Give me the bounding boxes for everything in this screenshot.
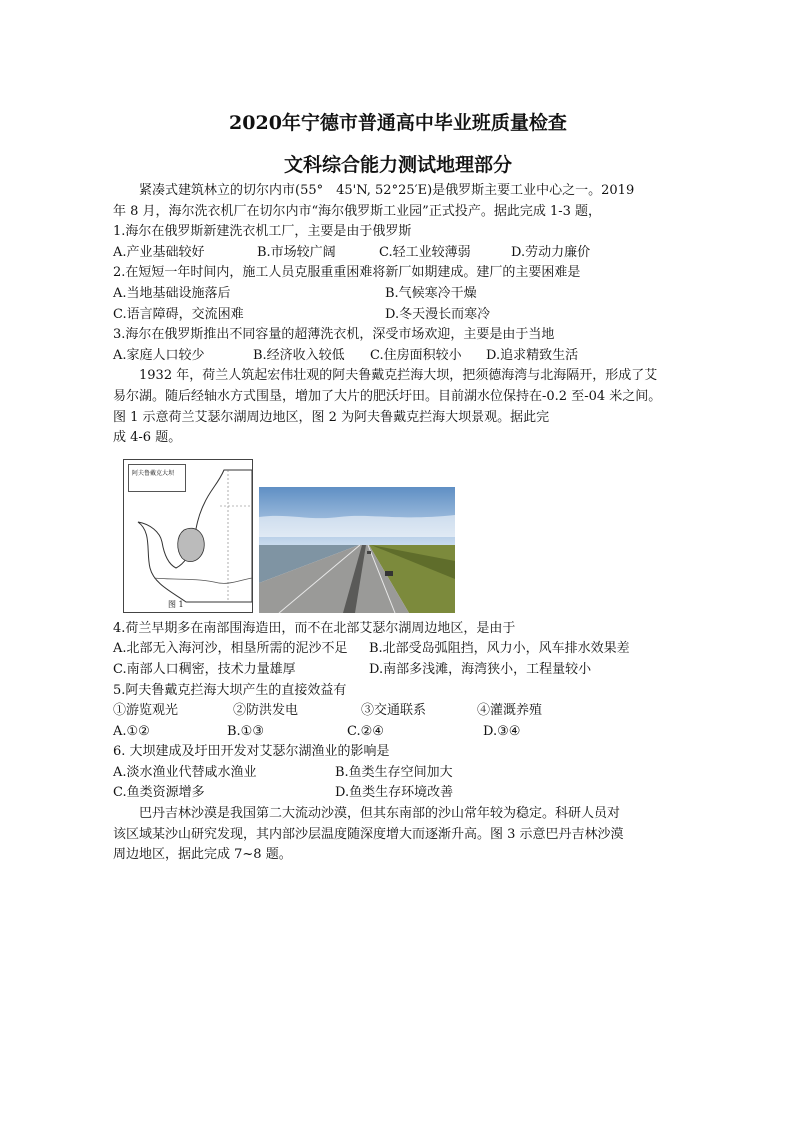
question-5-options	[113, 722, 683, 743]
passage-2-line-4: 成 4-6 题。	[113, 430, 182, 446]
question-6-option-b: B.鱼类生存空间加大	[335, 764, 453, 780]
question-4-option-a: A.北部无入海河沙，相垦所需的泥沙不足	[113, 641, 348, 657]
question-5-items	[113, 701, 683, 722]
passage-2-line-2: 易尔湖。随后经轴水方式围垦，增加了大片的肥沃圩田。目前湖水位保持在-0.2 至-04 米之间。	[113, 388, 662, 404]
question-5-stem: 5.阿夫鲁戴克拦海大坝产生的直接效益有	[113, 682, 347, 698]
question-6-options-row-2	[113, 783, 683, 804]
question-4-option-b: B.北部受岛弧阻挡，风力小，风车排水效果差	[369, 641, 630, 657]
passage-3-line-2: 该区域某沙山研究发现，其内部沙层温度随深度增大而逐渐升高。图 3 示意巴丹吉林沙漠	[113, 826, 624, 842]
question-2-stem: 2.在短短一年时间内，施工人员克服重重困难将新厂如期建成。建厂的主要困难是	[113, 265, 581, 281]
question-2-option-a: A.当地基础设施落后	[113, 285, 231, 301]
figure-2-photo-dam-highway	[259, 487, 455, 613]
passage-2-line-1: 1932 年，荷兰人筑起宏伟壮观的阿夫鲁戴克拦海大坝，把须德海湾与北海隔开，形成了艾	[139, 368, 658, 384]
question-5-option-c: C.②④	[347, 723, 384, 739]
passage-1-line-1: 紧凑式建筑林立的切尔内市(55° 45'N, 52°25′E)是俄罗斯主要工业中心之一。2019	[139, 183, 635, 198]
passage-3-line-3: 周边地区，据此完成 7~8 题。	[113, 847, 292, 863]
map-legend	[128, 464, 186, 492]
passage-1-line-2: 年 8 月，海尔洗衣机厂在切尔内市“海尔俄罗斯工业园”正式投产。据此完成 1-3 题，	[113, 203, 602, 219]
question-3-option-b: B.经济收入较低	[253, 347, 345, 363]
question-4-options-row-2	[113, 660, 683, 681]
question-3-stem: 3.海尔在俄罗斯推出不同容量的超薄洗衣机，深受市场欢迎，主要是由于当地	[113, 327, 555, 343]
question-6-option-d: D.鱼类生存环境改善	[335, 785, 454, 801]
question-2-options-row-1	[113, 284, 683, 305]
figures-row	[123, 455, 683, 613]
question-6-options-row-1	[113, 763, 683, 784]
question-4-option-d: D.南部多浅滩，海湾狭小，工程量较小	[369, 661, 592, 677]
figure-1-caption: 图 1	[168, 599, 184, 609]
question-2-options-row-2	[113, 305, 683, 326]
exam-page	[113, 100, 683, 866]
question-6-option-a: A.淡水渔业代替咸水渔业	[113, 764, 257, 780]
question-3-option-c: C.住房面积较小	[370, 347, 462, 363]
question-5-item-2: ②防洪发电	[233, 703, 299, 719]
question-5-item-4: ④灌溉养殖	[477, 703, 543, 719]
question-4-stem: 4.荷兰早期多在南部围海造田，而不在北部艾瑟尔湖周边地区，是由于	[113, 620, 516, 636]
question-5-option-b: B.①③	[227, 723, 264, 739]
question-2-option-c: C.语言障碍，交流困难	[113, 306, 244, 322]
question-1-options	[113, 243, 683, 264]
question-4-options-row-1	[113, 639, 683, 660]
page-title: 2020年宁德市普通高中毕业班质量检查	[229, 112, 567, 134]
photo-drawing	[259, 487, 455, 613]
passage-3-line-1: 巴丹吉林沙漠是我国第二大流动沙漠，但其东南部的沙山常年较为稳定。科研人员对	[139, 806, 621, 822]
question-5-option-d: D.③④	[483, 723, 521, 739]
question-1-option-b: B.市场较广阔	[257, 244, 336, 260]
question-6-option-c: C.鱼类资源增多	[113, 785, 205, 801]
question-4-option-c: C.南部人口稠密，技术力量雄厚	[113, 661, 296, 677]
question-3-options	[113, 346, 683, 367]
question-3-option-a: A.家庭人口较少	[113, 347, 205, 363]
question-1-option-c: C.轻工业较薄弱	[379, 244, 471, 260]
question-1-option-a: A.产业基础较好	[113, 244, 205, 260]
figure-1-map	[123, 459, 253, 613]
passage-2-line-3: 图 1 示意荷兰艾瑟尔湖周边地区，图 2 为阿夫鲁戴克拦海大坝景观。据此完	[113, 409, 550, 425]
question-5-item-1: ①游览观光	[113, 703, 179, 719]
question-2-option-b: B.气候寒冷干燥	[385, 285, 477, 301]
question-1-stem: 1.海尔在俄罗斯新建洗衣机工厂，主要是由于俄罗斯	[113, 224, 412, 240]
page-subtitle: 文科综合能力测试地理部分	[283, 154, 512, 176]
map-legend-label: 阿夫鲁戴克大坝	[132, 469, 175, 477]
question-2-option-d: D.冬天漫长而寒冷	[385, 306, 491, 322]
question-1-option-d: D.劳动力廉价	[511, 244, 591, 260]
question-5-item-3: ③交通联系	[361, 703, 427, 719]
question-6-stem: 6. 大坝建成及圩田开发对艾瑟尔湖渔业的影响是	[113, 744, 390, 760]
question-3-option-d: D.追求精致生活	[486, 347, 579, 363]
question-5-option-a: A.①②	[113, 723, 150, 739]
